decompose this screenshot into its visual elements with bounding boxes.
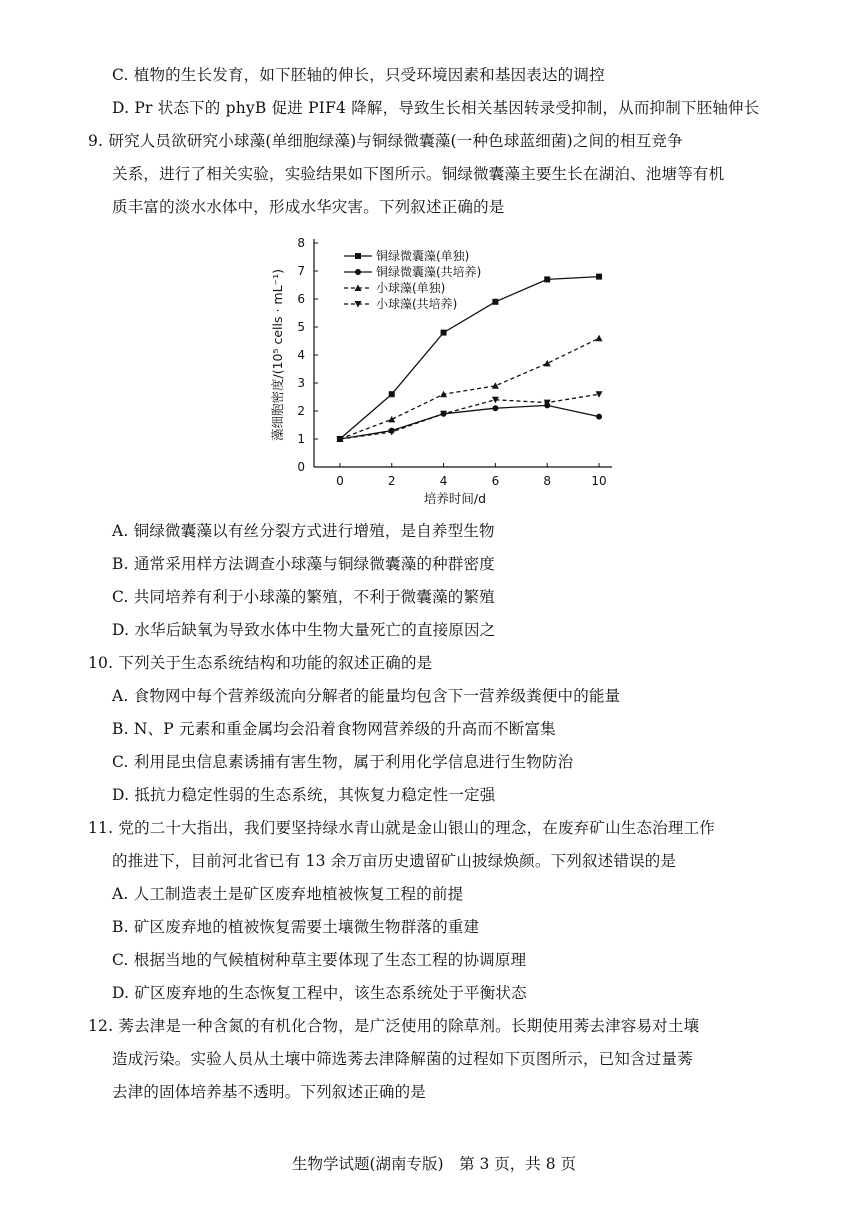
- legend-label-1: 铜绿微囊藻(共培养): [376, 265, 482, 279]
- q11-option-b: B. 矿区废弃地的植被恢复需要土壤微生物群落的重建: [112, 918, 480, 936]
- y-tick-label: 6: [297, 292, 305, 306]
- data-point-0: [441, 330, 447, 336]
- q9-option-a: A. 铜绿微囊藻以有丝分裂方式进行增殖，是自养型生物: [112, 522, 495, 540]
- legend-marker-1: [355, 269, 361, 275]
- q9-option-b: B. 通常采用样方法调查小球藻与铜绿微囊藻的种群密度: [112, 555, 495, 573]
- x-tick-label: 0: [336, 474, 344, 488]
- x-axis-label: 培养时间/d: [423, 491, 487, 506]
- data-point-0: [544, 276, 550, 282]
- q9-stem-line1: 9. 研究人员欲研究小球藻(单细胞绿藻)与铜绿微囊藻(一种色球蓝细菌)之间的相互竞争: [88, 132, 683, 150]
- q11-option-c: C. 根据当地的气候植树种草主要体现了生态工程的协调原理: [112, 951, 527, 969]
- series-line-2: [340, 338, 599, 439]
- q8-option-c: C. 植物的生长发育，如下胚轴的伸长，只受环境因素和基因表达的调控: [112, 66, 605, 84]
- data-point-0: [389, 391, 395, 397]
- q9-stem-line2: 关系，进行了相关实验，实验结果如下图所示。铜绿微囊藻主要生长在湖泊、池塘等有机: [112, 165, 725, 183]
- growth-chart: [262, 225, 622, 515]
- y-tick-label: 1: [297, 432, 305, 446]
- q10-option-c: C. 利用昆虫信息素诱捕有害生物，属于利用化学信息进行生物防治: [112, 753, 574, 771]
- q10-option-d: D. 抵抗力稳定性弱的生态系统，其恢复力稳定性一定强: [112, 786, 496, 804]
- series-line-1: [340, 405, 599, 439]
- legend-marker-0: [355, 253, 361, 259]
- y-tick-label: 2: [297, 404, 305, 418]
- data-point-1: [492, 405, 498, 411]
- q12-stem-line2: 造成污染。实验人员从土壤中筛选莠去津降解菌的过程如下页图所示，已知含过量莠: [112, 1050, 693, 1068]
- page-footer: 生物学试题(湖南专版) 第 3 页，共 8 页: [291, 1155, 577, 1173]
- q11-stem-line1: 11. 党的二十大指出，我们要坚持绿水青山就是金山银山的理念，在废弃矿山生态治理工作: [88, 819, 715, 837]
- q9-option-d: D. 水华后缺氧为导致水体中生物大量死亡的直接原因之: [112, 621, 496, 639]
- y-axis-label: 藻细胞密度/(10⁵ cells · mL⁻¹): [270, 268, 285, 442]
- q9-stem-line3: 质丰富的淡水水体中，形成水华灾害。下列叙述正确的是: [112, 198, 505, 216]
- x-tick-label: 10: [591, 474, 607, 488]
- q11-stem-line2: 的推进下，目前河北省已有 13 余万亩历史遗留矿山披绿焕颜。下列叙述错误的是: [112, 852, 677, 870]
- q10-option-b: B. N、P 元素和重金属均会沿着食物网营养级的升高而不断富集: [112, 720, 556, 738]
- x-tick-label: 4: [439, 474, 448, 488]
- y-tick-label: 4: [297, 348, 305, 362]
- data-point-2: [596, 335, 603, 342]
- q8-option-d: D. Pr 状态下的 phyB 促进 PIF4 降解，导致生长相关基因转录受抑制，从而抑制下胚轴伸长: [112, 99, 760, 117]
- x-tick-label: 6: [491, 474, 500, 488]
- data-point-0: [492, 299, 498, 305]
- q12-stem-line3: 去津的固体培养基不透明。下列叙述正确的是: [112, 1083, 427, 1101]
- q11-option-d: D. 矿区废弃地的生态恢复工程中，该生态系统处于平衡状态: [112, 984, 527, 1002]
- data-point-2: [544, 360, 551, 367]
- legend-label-2: 小球藻(单独): [376, 281, 446, 295]
- q12-stem-line1: 12. 莠去津是一种含氮的有机化合物，是广泛使用的除草剂。长期使用莠去津容易对土壤: [88, 1017, 700, 1035]
- y-tick-label: 5: [297, 320, 305, 334]
- data-point-2: [388, 416, 395, 423]
- y-tick-label: 0: [297, 460, 305, 474]
- y-tick-label: 8: [297, 236, 305, 250]
- y-tick-label: 3: [297, 376, 305, 390]
- q10-option-a: A. 食物网中每个营养级流向分解者的能量均包含下一营养级粪便中的能量: [112, 687, 621, 705]
- q9-option-c: C. 共同培养有利于小球藻的繁殖，不利于微囊藻的繁殖: [112, 588, 495, 606]
- legend-label-3: 小球藻(共培养): [376, 297, 458, 311]
- data-point-0: [596, 274, 602, 280]
- q11-option-a: A. 人工制造表土是矿区废弃地植被恢复工程的前提: [112, 885, 464, 903]
- legend-label-0: 铜绿微囊藻(单独): [376, 249, 470, 263]
- x-tick-label: 8: [543, 474, 552, 488]
- x-tick-label: 2: [387, 474, 396, 488]
- data-point-1: [596, 414, 602, 420]
- q10-stem: 10. 下列关于生态系统结构和功能的叙述正确的是: [88, 654, 433, 672]
- y-tick-label: 7: [297, 264, 305, 278]
